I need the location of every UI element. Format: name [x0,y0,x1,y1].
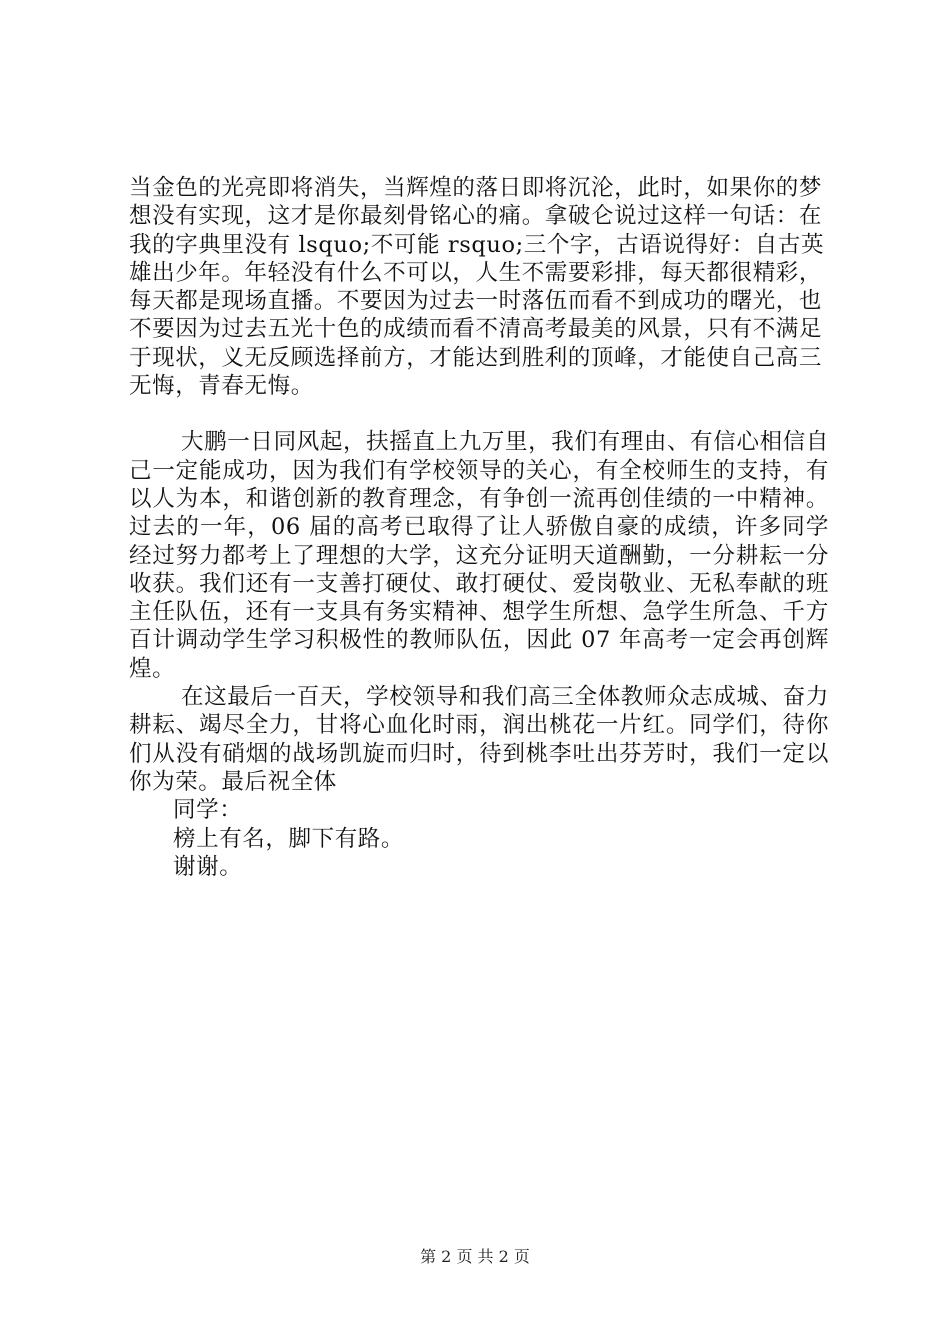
thanks-line: 谢谢。 [173,853,243,880]
paragraph-3: 在这最后一百天，学校领导和我们高三全体教师众志成城、奋力耕耘、竭尽全力，甘将心血化时雨，润出桃花一片红。同学们，待你们从没有硝烟的战场凯旋而归时，待到桃李吐出芬芳时，我们一定以你为荣。最后祝全体 [129,684,829,795]
paragraph-1: 当金色的光亮即将消失，当辉煌的落日即将沉沦，此时，如果你的梦想没有实现，这才是你最刻骨铭心的痛。拿破仑说过这样一句话：在我的字典里没有 lsquo;不可能 rsquo;三个字，古语说得好：自古英雄出少年。年轻没有什么不可以，人生不需要彩排，每天都很精彩，每天都是现场直播。不要因为过去一时落伍而看不到成功的曙光，也不要因为过去五光十色的成绩而看不清高考最美的风景，只有不满足于现状，义无反顾选择前方，才能达到胜利的顶峰，才能使自己高三无悔，青春无悔。 [129,175,825,400]
paragraph-gap [129,400,829,428]
page-footer: 第 2 页 共 2 页 [420,1247,530,1266]
paragraph-2: 大鹏一日同风起，扶摇直上九万里，我们有理由、有信心相信自己一定能成功，因为我们有学校领导的关心，有全校师生的支持，有以人为本，和谐创新的教育理念，有争创一流再创佳绩的一中精神。过去的一年，06 届的高考已取得了让人骄傲自豪的成绩，许多同学经过努力都考上了理想的大学，这充分证明天道酬勤，一分耕耘一分收获。我们还有一支善打硬仗、敢打硬仗、爱岗敬业、无私奉献的班主任队伍，还有一支具有务实精神、想学生所想、急学生所急、千方百计调动学生学习积极性的教师队伍，因此 07 年高考一定会再创辉煌。 [129,429,829,682]
greeting-line: 同学： [173,797,243,824]
document-body [129,174,829,881]
wish-line: 榜上有名，脚下有路。 [173,825,405,852]
